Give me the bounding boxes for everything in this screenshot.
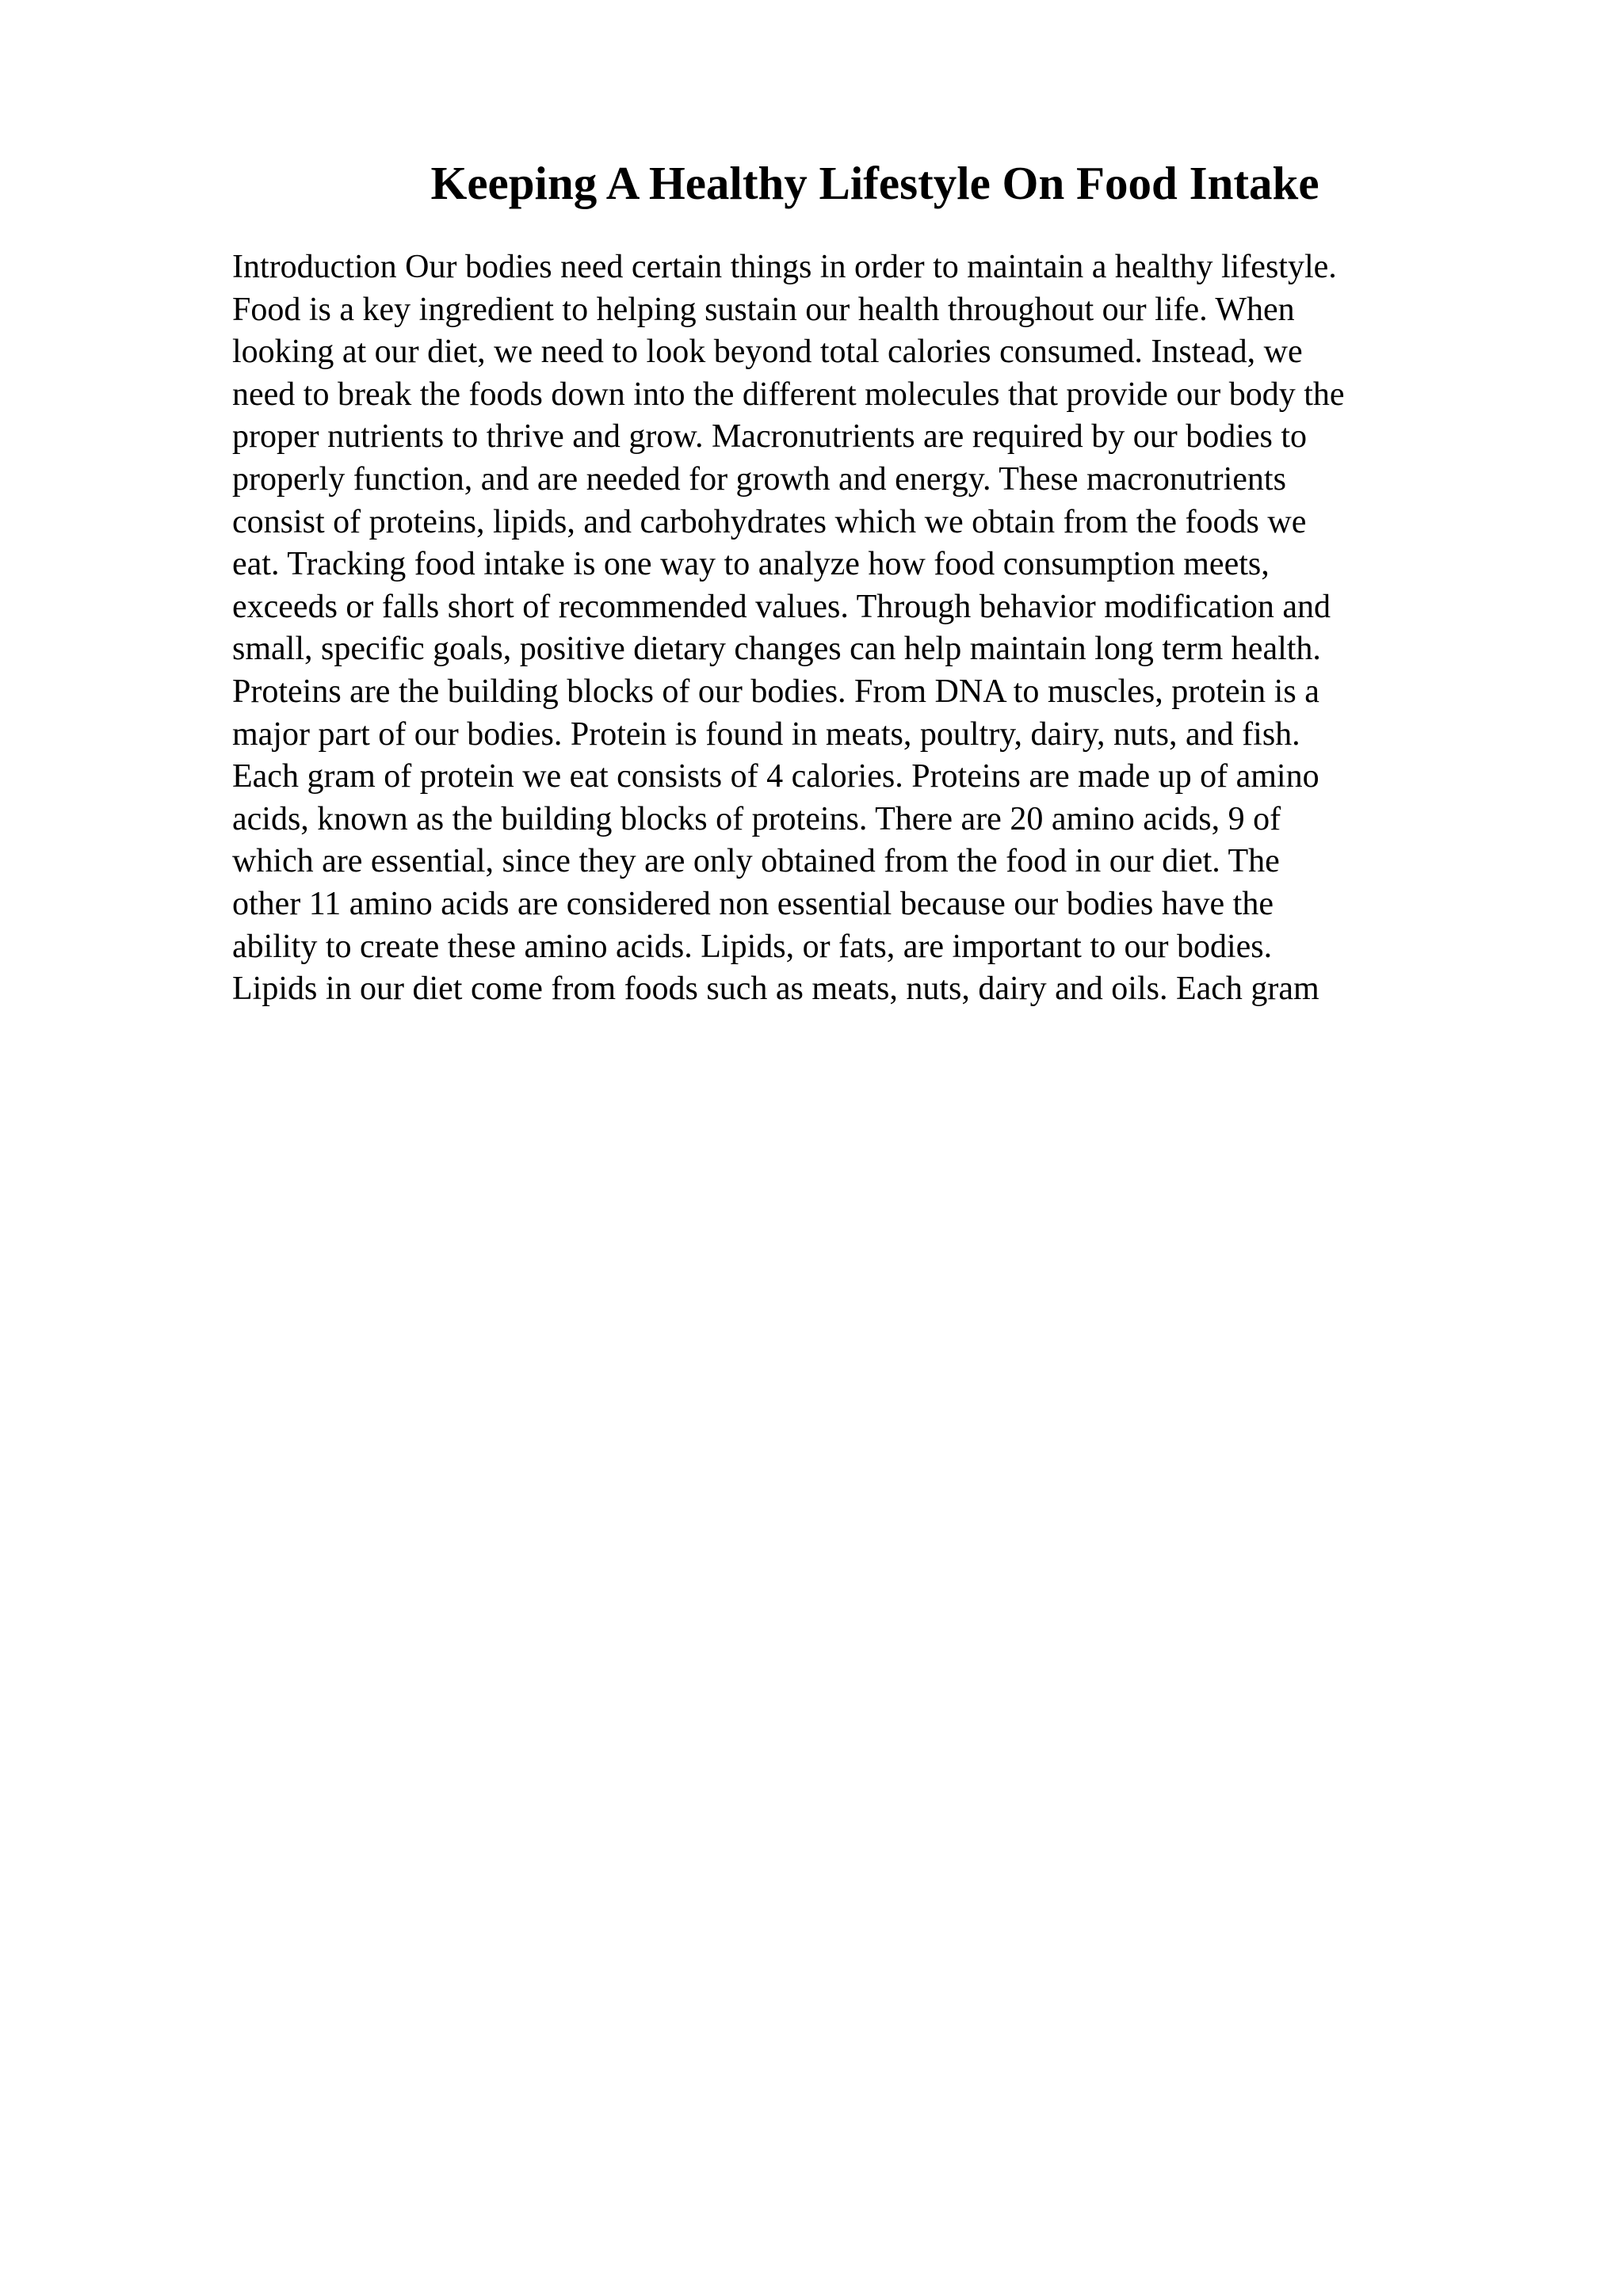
body-line: eat. Tracking food intake is one way to analyze how food consumption meets, <box>232 546 1270 583</box>
body-line: acids, known as the building blocks of proteins. There are 20 amino acids, 9 of <box>232 800 1281 837</box>
body-line: Lipids in our diet come from foods such as meats, nuts, dairy and oils. Each gram <box>232 971 1319 1008</box>
body-line: proper nutrients to thrive and grow. Macronutrients are required by our bodies to <box>232 418 1308 456</box>
body-line: ability to create these amino acids. Lipids, or fats, are important to our bodies. <box>232 928 1273 965</box>
document-title: Keeping A Healthy Lifestyle On Food Intake <box>430 157 1319 209</box>
body-line: Proteins are the building blocks of our bodies. From DNA to muscles, protein is a <box>232 673 1319 710</box>
body-line: small, specific goals, positive dietary changes can help maintain long term health. <box>232 631 1321 668</box>
body-line: major part of our bodies. Protein is found in meats, poultry, dairy, nuts, and fish. <box>232 715 1300 753</box>
body-line: exceeds or falls short of recommended values. Through behavior modification and <box>232 588 1331 625</box>
body-line: Each gram of protein we eat consists of 4 calories. Proteins are made up of amino <box>232 758 1319 795</box>
document-body <box>232 246 1500 1011</box>
body-line: looking at our diet, we need to look beyond total calories consumed. Instead, we <box>232 334 1303 371</box>
body-line: properly function, and are needed for growth and energy. These macronutrients <box>232 460 1286 498</box>
body-line: Introduction Our bodies need certain things in order to maintain a healthy lifestyle. <box>232 249 1337 285</box>
body-line: Food is a key ingredient to helping sustain our health throughout our life. When <box>232 291 1295 328</box>
body-line: other 11 amino acids are considered non essential because our bodies have the <box>232 885 1274 922</box>
body-line: need to break the foods down into the different molecules that provide our body the <box>232 376 1345 413</box>
body-line: consist of proteins, lipids, and carbohydrates which we obtain from the foods we <box>232 503 1307 540</box>
body-line: which are essential, since they are only obtained from the food in our diet. The <box>232 843 1280 880</box>
